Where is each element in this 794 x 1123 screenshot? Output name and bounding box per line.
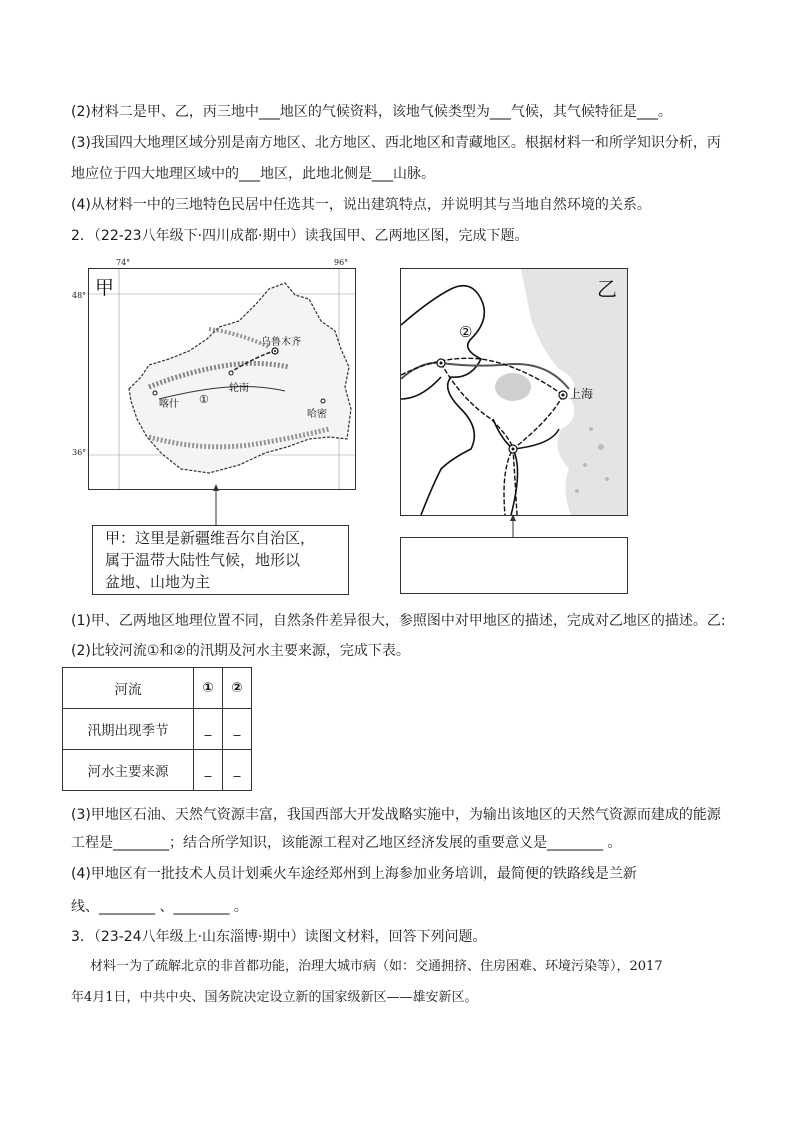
map-yi-drawing: [401, 269, 627, 515]
q2-part1: (1)甲、乙两地区地理位置不同，自然条件差异很大，参照图中对甲地区的描述，完成对乙地区的描述。乙:: [71, 613, 726, 629]
caption-jia-line3: 盆地、山地为主: [105, 573, 211, 591]
city-urumqi: 乌鲁木齐: [261, 337, 301, 348]
q2-part3-line2: 工程是________；结合所学知识，该能源工程对乙地区经济发展的重要意义是________ 。: [71, 835, 622, 851]
map-yi-label: 乙: [597, 277, 617, 301]
q1-part3-line1: (3)我国四大地理区域分别是南方地区、北方地区、西北地区和青藏地区。根据材料一和所学知识分析，丙: [71, 135, 721, 151]
table-header-cell: ②: [223, 668, 252, 709]
q2-part4-line2: 线、________ 、________ 。: [71, 899, 248, 915]
river-marker-2: ②: [459, 323, 473, 341]
arrow-yi: [508, 514, 518, 538]
lon-left-label: 74°: [116, 258, 131, 267]
city-hami: 哈密: [307, 409, 327, 420]
q3-material1-line2: 年4月1日，中共中央、国务院决定设立新的国家级新区——雄安新区。: [71, 990, 478, 1005]
caption-box-jia: [92, 525, 349, 595]
table-row: [63, 750, 252, 791]
city-kashgar: 喀什: [159, 399, 179, 410]
q1-part4: (4)从材料一中的三地特色民居中任选其一，说出建筑特点，并说明其与当地自然环境的关系。: [71, 197, 651, 213]
caption-jia-line1: 甲：这里是新疆维吾尔自治区，: [105, 529, 316, 547]
map-jia-figure: [72, 258, 356, 490]
arrow-jia: [211, 484, 221, 526]
yangtze-river: [401, 363, 569, 389]
lon-right-label: 96°: [334, 258, 349, 267]
table-answer-cell[interactable]: _: [223, 709, 252, 750]
city-lunnan: 轮南: [229, 383, 249, 394]
q1-part2: (2)材料二是甲、乙，丙三地中___地区的气候资料，该地气候类型为___气候，其气候特征是___。: [71, 104, 672, 120]
caption-box-yi[interactable]: [400, 537, 628, 594]
provincial-boundary: [401, 286, 484, 515]
table-answer-cell[interactable]: _: [194, 750, 223, 791]
q3-header: 3．（23-24八年级上·山东淄博·期中）读图文材料，回答下列问题。: [71, 929, 487, 945]
river-marker-1: ①: [199, 393, 209, 406]
caption-jia-line2: 属于温带大陆性气候，地形以: [105, 551, 301, 569]
table-row: [63, 709, 252, 750]
map-jia-drawing: [89, 269, 355, 489]
q2-header: 2．（22-23八年级下·四川成都·期中）读我国甲、乙两地区图，完成下题。: [71, 228, 529, 244]
table-cell: 汛期出现季节: [63, 709, 194, 750]
lat-bottom-label: 36°: [72, 448, 87, 457]
lat-top-label: 48°: [72, 291, 87, 300]
city-shanghai: 上海: [569, 387, 594, 401]
table-cell: 河水主要来源: [63, 750, 194, 791]
table-header-cell: 河流: [63, 668, 194, 709]
map-jia-label: 甲: [95, 277, 115, 299]
q2-part2: (2)比较河流①和②的汛期及河水主要来源，完成下表。: [71, 643, 410, 659]
table-header-row: [63, 668, 252, 709]
q2-part4-line1: (4)甲地区有一批技术人员计划乘火车途经郑州到上海参加业务培训，最简便的铁路线是兰新: [71, 866, 637, 882]
table-header-cell: ①: [194, 668, 223, 709]
river-comparison-table: [62, 667, 252, 791]
table-answer-cell[interactable]: _: [223, 750, 252, 791]
map-yi: [400, 268, 628, 516]
map-jia: [88, 268, 356, 490]
q2-part3-line1: (3)甲地区石油、天然气资源丰富，我国西部大开发战略实施中，为输出该地区的天然气资源而建成的能源: [71, 807, 721, 823]
q3-material1-line1: 材料一为了疏解北京的非首都功能，治理大城市病（如：交通拥挤、住房困难、环境污染等），2017: [90, 959, 663, 974]
table-answer-cell[interactable]: _: [194, 709, 223, 750]
taihu-lake: [495, 373, 531, 401]
q1-part3-line2: 地应位于四大地理区域中的___地区，此地北侧是___山脉。: [71, 166, 435, 182]
